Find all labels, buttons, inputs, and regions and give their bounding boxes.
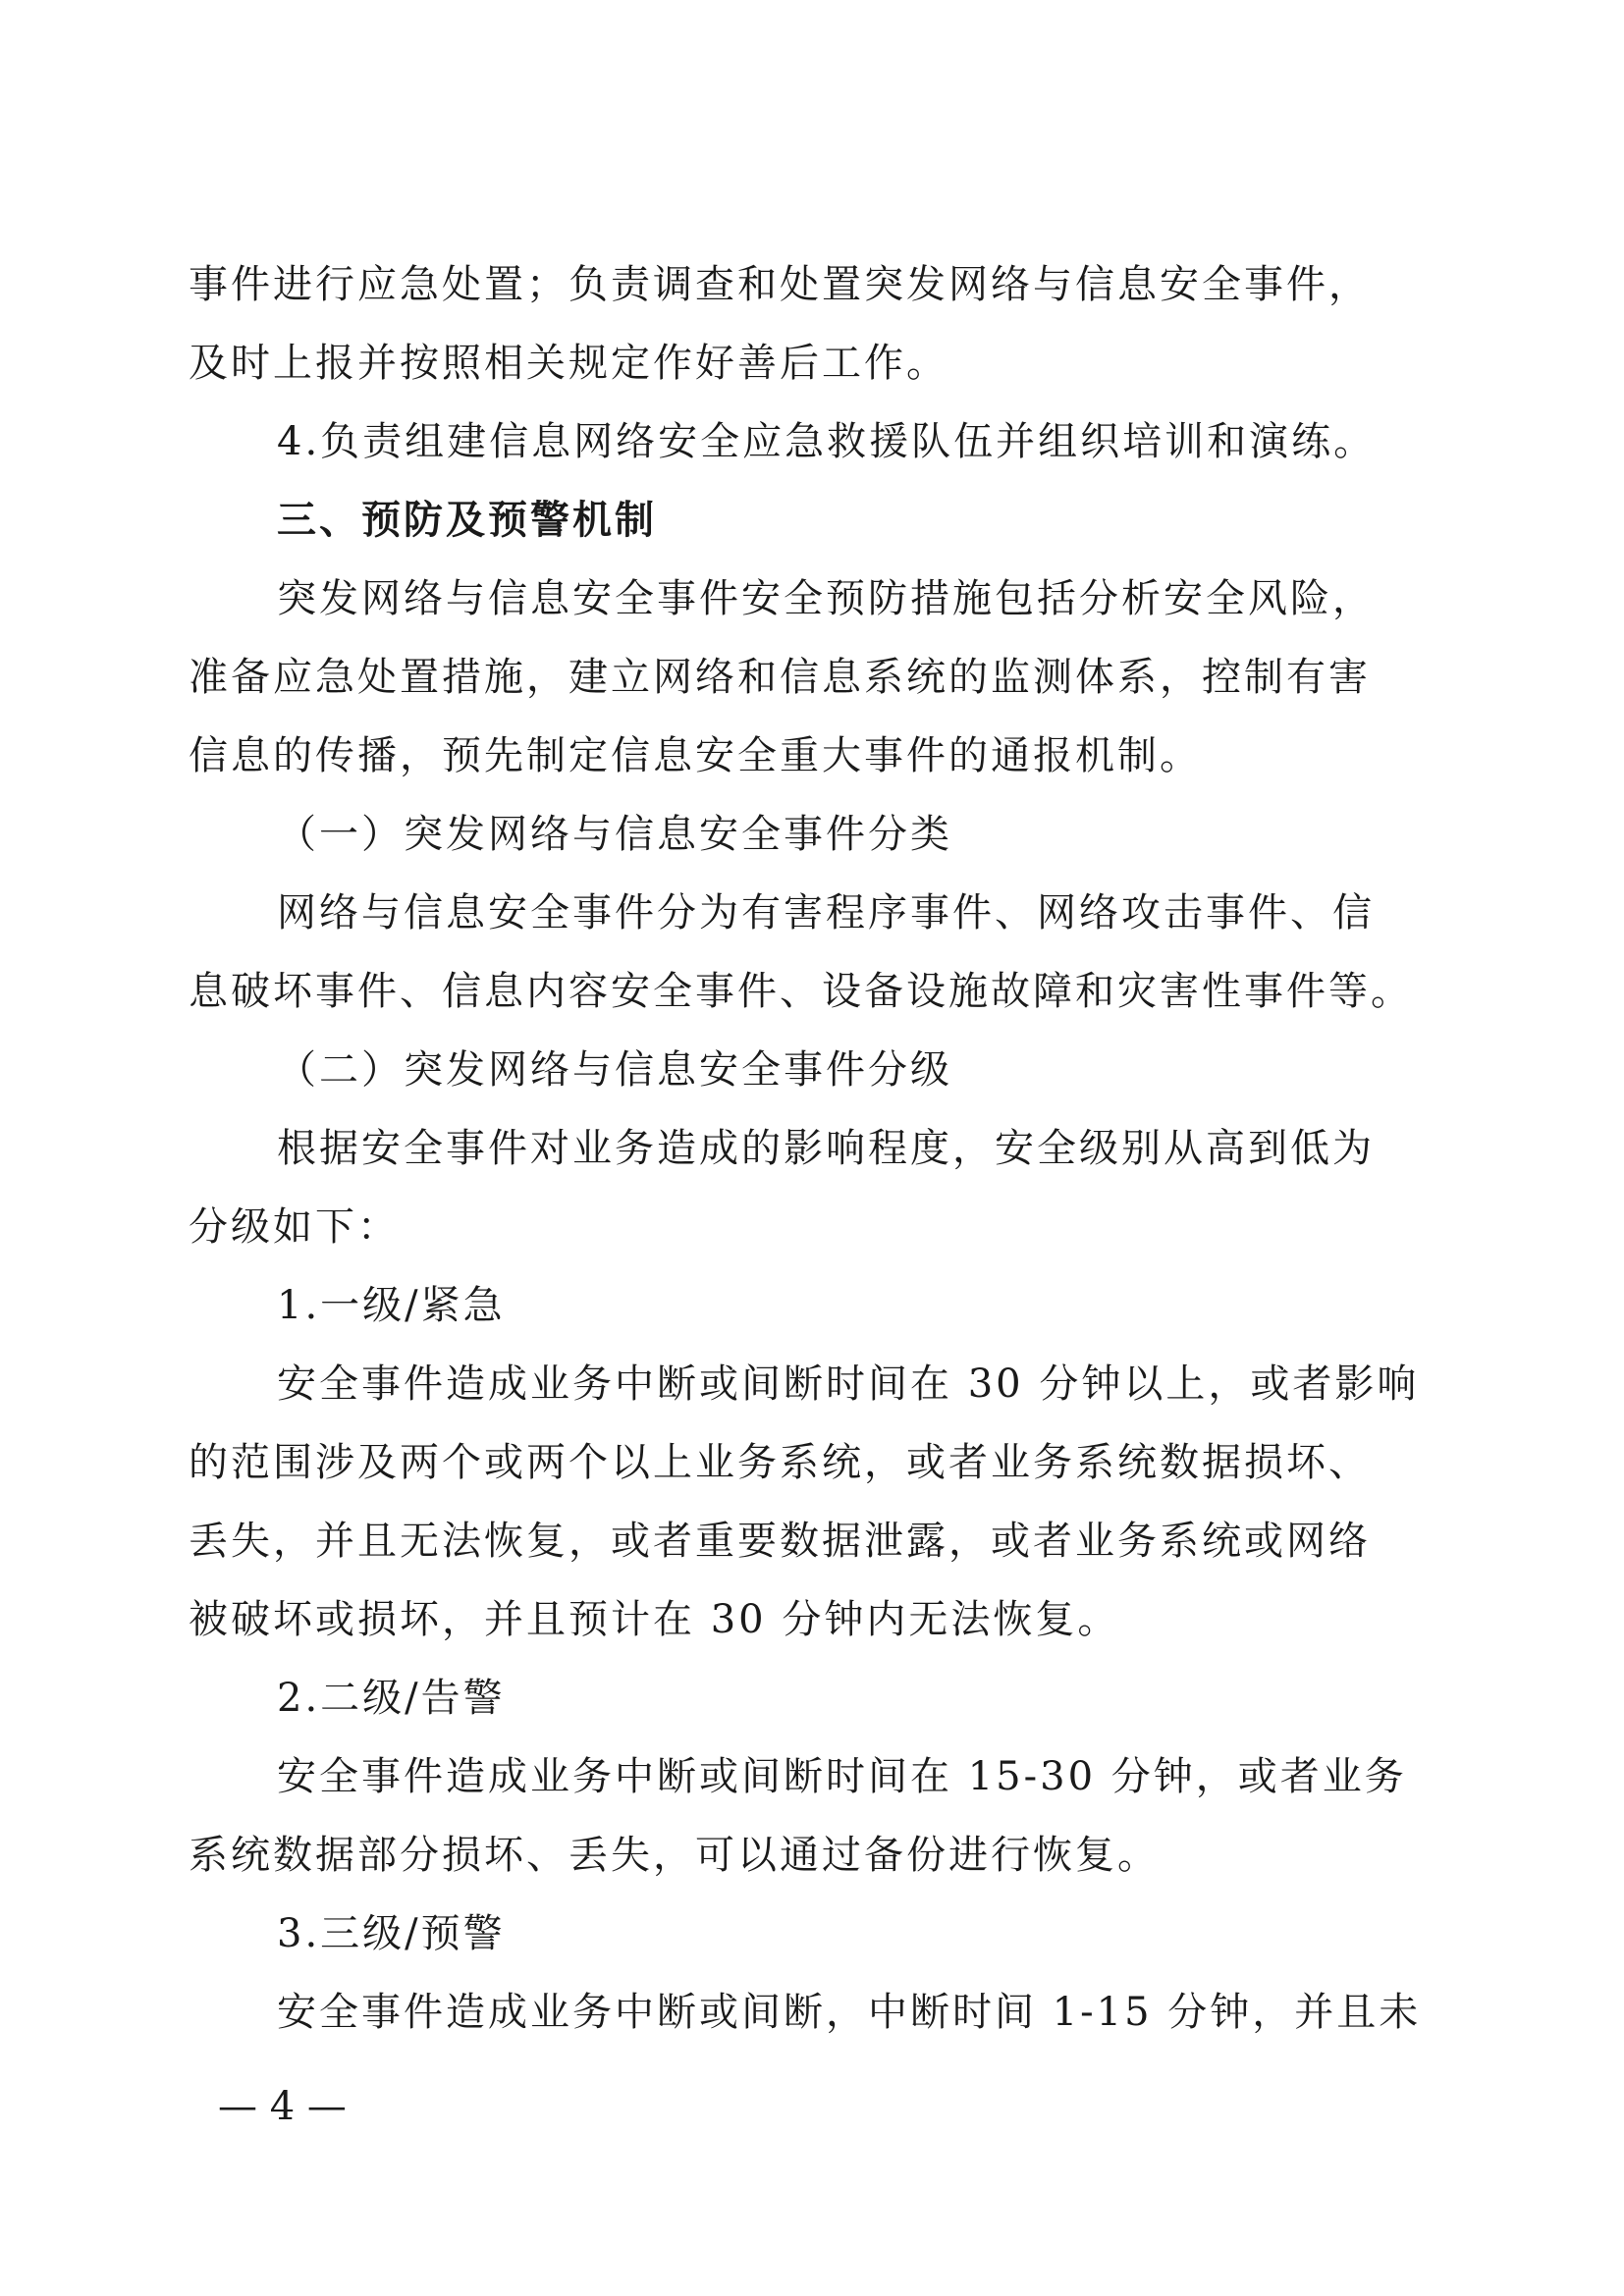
paragraph-line-15: 安全事件造成业务中断或间断时间在 30 分钟以上，或者影响 xyxy=(277,1362,1420,1407)
paragraph-line-5: 突发网络与信息安全事件安全预防措施包括分析安全风险， xyxy=(277,576,1375,621)
level-3-heading: 3.三级/预警 xyxy=(277,1911,506,1956)
paragraph-line-9: 网络与信息安全事件分为有害程序事件、网络攻击事件、信 xyxy=(277,890,1375,935)
paragraph-line-13: 分级如下： xyxy=(189,1204,400,1250)
paragraph-line-2: 及时上报并按照相关规定作好善后工作。 xyxy=(189,341,948,386)
paragraph-line-23: 安全事件造成业务中断或间断，中断时间 1-15 分钟，并且未 xyxy=(277,1990,1422,2035)
level-2-heading: 2.二级/告警 xyxy=(277,1676,506,1721)
paragraph-line-21: 系统数据部分损坏、丢失，可以通过备份进行恢复。 xyxy=(189,1833,1160,1878)
paragraph-line-16: 的范围涉及两个或两个以上业务系统，或者业务系统数据损坏、 xyxy=(189,1440,1371,1485)
section-heading-3: 三、预防及预警机制 xyxy=(277,498,657,543)
paragraph-line-10: 息破坏事件、信息内容安全事件、设备设施故障和灾害性事件等。 xyxy=(189,969,1413,1014)
subsection-heading-1: （一）突发网络与信息安全事件分类 xyxy=(277,812,952,857)
paragraph-line-18: 被破坏或损坏，并且预计在 30 分钟内无法恢复。 xyxy=(189,1597,1120,1642)
paragraph-line-12: 根据安全事件对业务造成的影响程度，安全级别从高到低为 xyxy=(277,1126,1375,1171)
level-1-heading: 1.一级/紧急 xyxy=(277,1283,506,1328)
paragraph-line-1: 事件进行应急处置；负责调查和处置突发网络与信息安全事件， xyxy=(189,262,1371,307)
paragraph-line-20: 安全事件造成业务中断或间断时间在 15-30 分钟，或者业务 xyxy=(277,1754,1407,1799)
page-number: — 4 — xyxy=(218,2084,347,2129)
paragraph-line-7: 信息的传播，预先制定信息安全重大事件的通报机制。 xyxy=(189,733,1202,778)
paragraph-line-6: 准备应急处置措施，建立网络和信息系统的监测体系，控制有害 xyxy=(189,655,1371,700)
paragraph-line-17: 丢失，并且无法恢复，或者重要数据泄露，或者业务系统或网络 xyxy=(189,1519,1371,1564)
list-item-4: 4.负责组建信息网络安全应急救援队伍并组织培训和演练。 xyxy=(277,419,1377,464)
subsection-heading-2: （二）突发网络与信息安全事件分级 xyxy=(277,1047,952,1093)
